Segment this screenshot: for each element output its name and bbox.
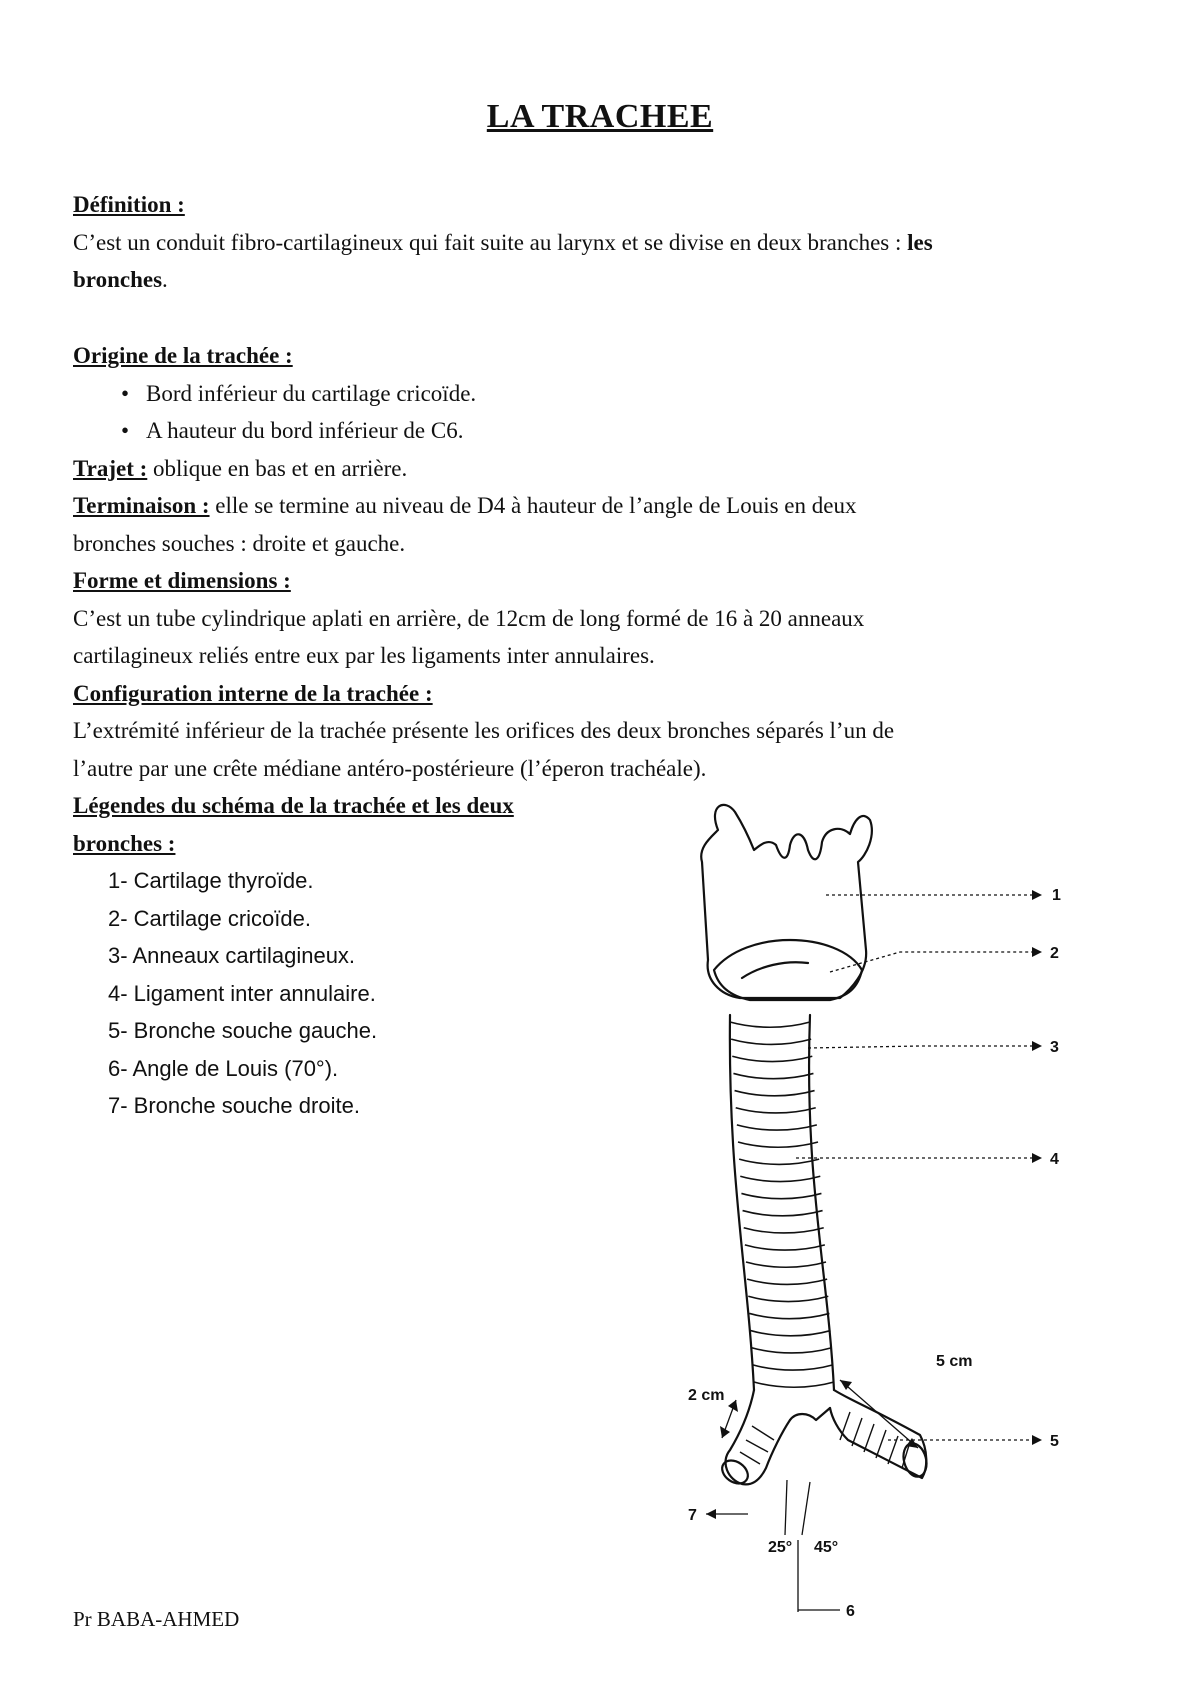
tracheal-rings xyxy=(730,1022,834,1387)
diagram-dimension-left: 2 cm xyxy=(688,1387,725,1404)
diagram-label-6: 6 xyxy=(846,1603,855,1620)
tracheal-ring xyxy=(731,1039,811,1044)
terminaison-heading: Terminaison : xyxy=(73,493,210,518)
left-bronchus xyxy=(830,1390,926,1478)
legend-item: 6- Angle de Louis (70°). xyxy=(108,1055,339,1081)
tracheal-ring xyxy=(748,1296,828,1301)
diagram-angle-right: 45° xyxy=(814,1539,839,1556)
tracheal-ring xyxy=(735,1091,815,1096)
tracheal-ring xyxy=(733,1073,813,1078)
tracheal-ring xyxy=(747,1279,827,1284)
tracheal-ring xyxy=(753,1365,833,1370)
tracheal-ring xyxy=(738,1142,818,1147)
diagram-label-7: 7 xyxy=(688,1507,697,1524)
definition-line-2 xyxy=(73,261,1143,299)
diagram-angle-left: 25° xyxy=(768,1539,793,1556)
configuration-line-2: l’autre par une crête médiane antéro-postérieure (l’éperon trachéale). xyxy=(73,755,707,781)
origin-item: • Bord inférieur du cartilage cricoïde. xyxy=(73,375,1143,413)
tracheal-ring xyxy=(740,1176,820,1181)
definition-bold-les: les xyxy=(907,229,933,255)
tracheal-ring xyxy=(739,1159,819,1164)
definition-section xyxy=(73,186,1143,299)
legend-item: 4- Ligament inter annulaire. xyxy=(108,980,376,1006)
thyroid-cartilage-outline xyxy=(701,805,872,998)
tracheal-ring xyxy=(737,1125,817,1130)
legend-item: 5- Bronche souche gauche. xyxy=(108,1018,378,1043)
terminaison-line-2: bronches souches : droite et gauche. xyxy=(73,530,406,556)
legend-item: 2- Cartilage cricoïde. xyxy=(108,905,311,931)
tracheal-ring xyxy=(749,1313,829,1318)
terminaison-line-1 xyxy=(73,487,1143,525)
tracheal-ring xyxy=(730,1022,810,1027)
page-title: LA TRACHEE xyxy=(486,98,714,135)
definition-bold-bronches: bronches xyxy=(73,267,163,292)
origin-heading: Origine de la trachée : xyxy=(73,343,293,368)
tracheal-ring xyxy=(751,1331,831,1336)
origin-item: • A hauteur du bord inférieur de C6. xyxy=(73,412,1143,450)
diagram-label-4: 4 xyxy=(1050,1151,1059,1168)
legend-item: 7- Bronche souche droite. xyxy=(108,1093,360,1118)
tracheal-ring xyxy=(736,1108,816,1113)
definition-heading: Définition : xyxy=(73,192,185,217)
tracheal-ring xyxy=(754,1382,834,1387)
tracheal-ring xyxy=(741,1193,821,1198)
trajet-text: oblique en bas et en arrière. xyxy=(153,455,408,481)
forme-heading: Forme et dimensions : xyxy=(73,568,291,593)
cricoid-cartilage xyxy=(714,940,862,1000)
tracheal-ring xyxy=(746,1262,826,1267)
origin-list xyxy=(73,375,1143,450)
leader-lines xyxy=(706,895,1040,1612)
legend-heading-2: bronches : xyxy=(73,830,176,856)
definition-end: . xyxy=(162,267,168,292)
terminaison-text-1: elle se termine au niveau de D4 à hauteur de l’angle de Louis en deux xyxy=(215,493,857,518)
legend-item: 1- Cartilage thyroïde. xyxy=(108,868,314,893)
diagram-label-3: 3 xyxy=(1050,1039,1059,1056)
definition-line-1 xyxy=(73,224,1143,262)
forme-line-2: cartilagineux reliés entre eux par les ligaments inter annulaires. xyxy=(73,643,655,668)
tracheal-ring xyxy=(732,1056,812,1061)
trachea-diagram xyxy=(688,800,1160,1620)
tracheal-ring xyxy=(743,1211,823,1216)
configuration-line-1: L’extrémité inférieur de la trachée présente les orifices des deux bronches séparés l’un de xyxy=(73,718,895,743)
tracheal-ring xyxy=(745,1245,825,1250)
diagram-label-5: 5 xyxy=(1050,1433,1059,1450)
trajet-heading: Trajet : xyxy=(73,455,148,481)
diagram-label-2: 2 xyxy=(1050,945,1059,962)
diagram-dimension-right: 5 cm xyxy=(936,1353,973,1370)
trachea-wall-left xyxy=(730,1015,754,1390)
tracheal-ring xyxy=(752,1348,832,1353)
diagram-label-1: 1 xyxy=(1052,887,1061,904)
footer-author: Pr BABA-AHMED xyxy=(73,1607,240,1631)
legend-heading-1: Légendes du schéma de la trachée et les deux xyxy=(73,793,514,818)
configuration-heading: Configuration interne de la trachée : xyxy=(73,680,433,706)
tracheal-ring xyxy=(744,1228,824,1233)
forme-line-1: C’est un tube cylindrique aplati en arrière, de 12cm de long formé de 16 à 20 anneaux xyxy=(73,605,865,631)
definition-text: C’est un conduit fibro-cartilagineux qui fait suite au larynx et se divise en deux branches : xyxy=(73,229,902,255)
trajet-line xyxy=(73,450,1143,488)
legend-item: 3- Anneaux cartilagineux. xyxy=(108,943,356,968)
